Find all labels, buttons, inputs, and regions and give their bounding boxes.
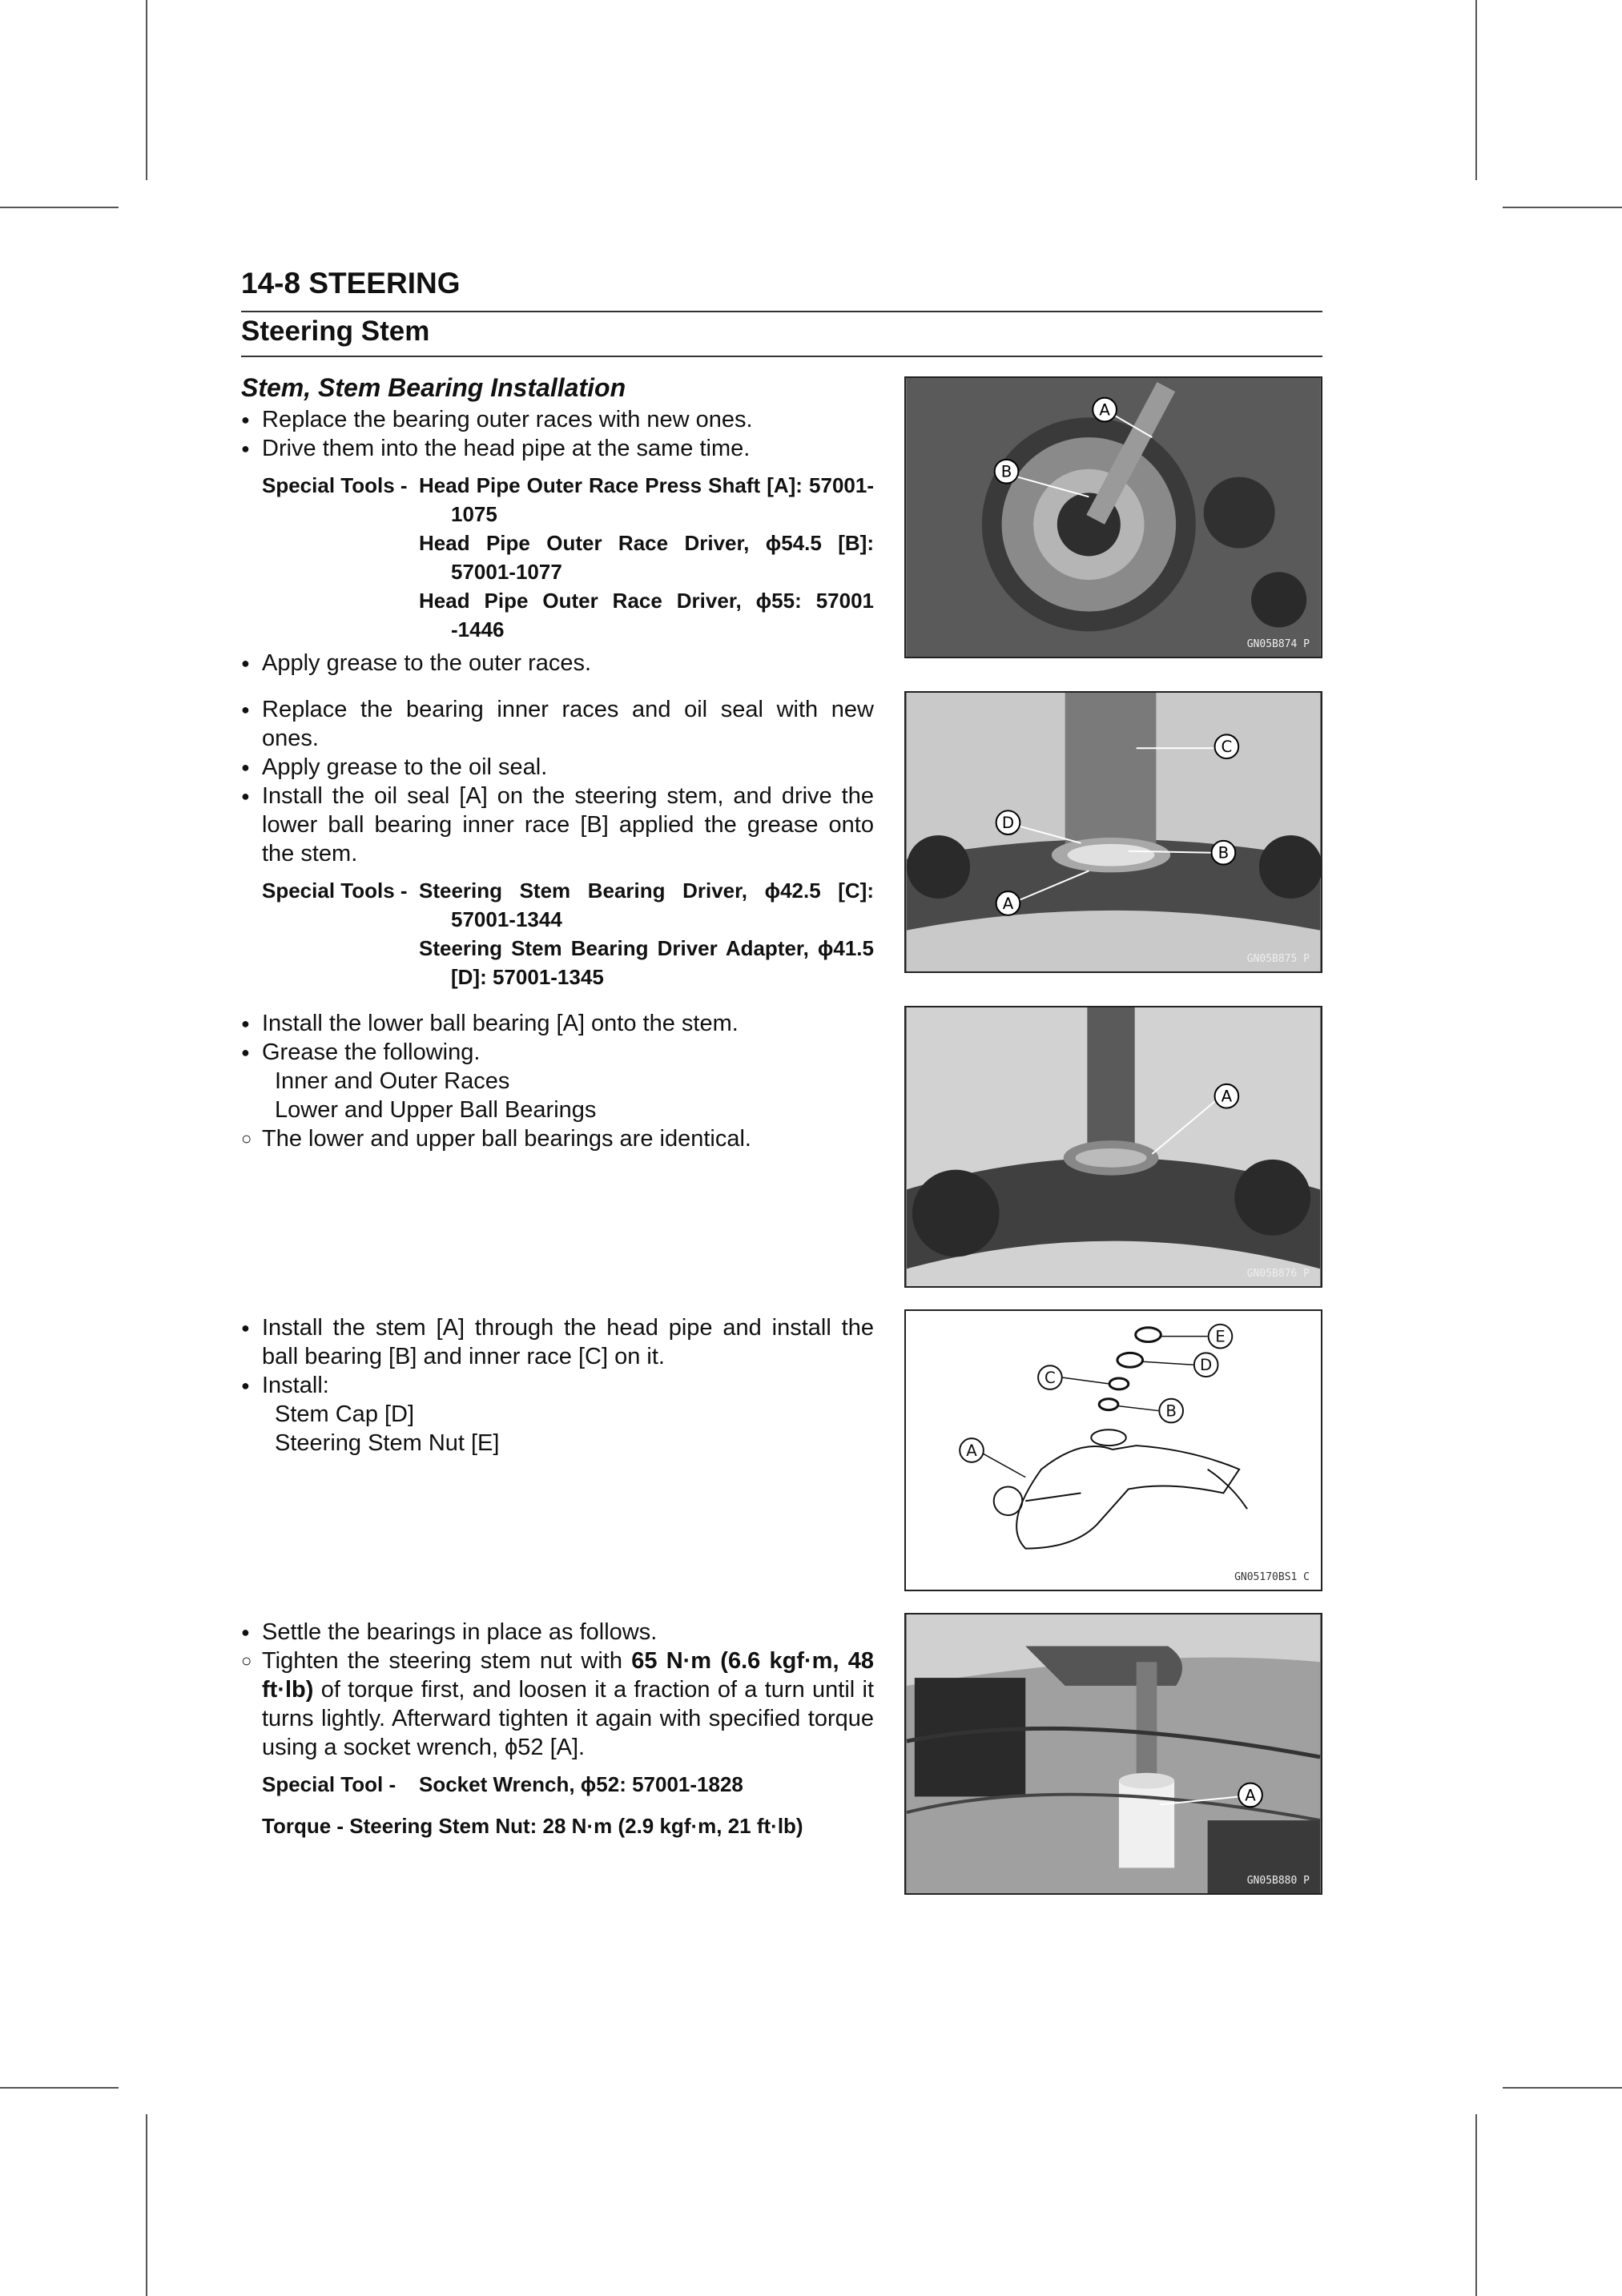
photo-illustration: [906, 693, 1321, 971]
figure-code: GN05B880 P: [1246, 1875, 1310, 1887]
callout-label: C: [1044, 1368, 1056, 1387]
figure-exploded-diagram: [904, 1309, 1322, 1591]
callout-label: D: [1200, 1356, 1213, 1375]
callout-label: D: [1001, 814, 1015, 833]
torque-value: 65 N·m (6.6 kgf·m, 48 ft·lb): [262, 1648, 874, 1703]
tools-label: Special Tool -: [262, 1772, 396, 1796]
figure-socket-wrench-photo: [904, 1613, 1322, 1895]
figure-code: GN05B876 P: [1246, 1268, 1310, 1280]
note-text: Tighten the steering stem nut with: [262, 1648, 632, 1674]
tools-label: Special Tools -: [262, 879, 408, 903]
step-bullet: ● Settle the bearings in place as follows.: [241, 1618, 874, 1647]
callout-label: A: [1221, 1087, 1233, 1106]
crop-mark: [0, 2087, 119, 2089]
block-settle-bearings: [241, 1618, 874, 1840]
list-item: Stem Cap [D]: [275, 1401, 415, 1427]
crop-mark: [146, 0, 147, 180]
note-item: ○ The lower and upper ball bearings are identical.: [241, 1124, 874, 1153]
diagram-illustration: [906, 1311, 1321, 1590]
crop-mark: [1475, 0, 1477, 180]
step-bullet: ● Install the oil seal [A] on the steering stem, and drive the lower ball bearing inner race [B] applied the grease onto the stem.: [241, 782, 874, 868]
special-tools: [262, 876, 874, 991]
list-item: Lower and Upper Ball Bearings: [275, 1097, 597, 1123]
list-item: Steering Stem Nut [E]: [275, 1430, 500, 1456]
step-bullet: ● Apply grease to the outer races.: [241, 649, 874, 678]
header-rule: [241, 311, 1322, 312]
block-inner-races: [241, 695, 874, 991]
block-ball-bearing: [241, 1009, 874, 1153]
callout-label: A: [1002, 894, 1014, 913]
callout-label: B: [1000, 462, 1012, 481]
step-bullet: ● Replace the bearing inner races and oil seal with new ones.: [241, 695, 874, 753]
tools-label: Special Tools -: [262, 473, 408, 497]
step-bullet: ● Install the lower ball bearing [A] onto the stem.: [241, 1009, 874, 1038]
callout-label: E: [1215, 1327, 1226, 1346]
tool-item: Head Pipe Outer Race Driver, ϕ54.5 [B]: 57001-1077: [419, 531, 874, 584]
crop-mark: [1475, 2114, 1477, 2296]
list-item: Inner and Outer Races: [275, 1068, 510, 1094]
note-item: [241, 1647, 874, 1762]
figure-press-shaft-photo: [904, 376, 1322, 658]
photo-illustration: [906, 1614, 1321, 1893]
step-bullet: ● Install:: [241, 1371, 874, 1400]
tool-item: Head Pipe Outer Race Press Shaft [A]: 57001-1075: [419, 473, 874, 526]
section-rule: [241, 356, 1322, 357]
callout-label: A: [1245, 1786, 1256, 1805]
figure-ball-bearing-photo: [904, 1006, 1322, 1288]
special-tools: [262, 1770, 874, 1799]
callout-label: C: [1221, 738, 1233, 757]
tool-item: Steering Stem Bearing Driver, ϕ42.5 [C]: 57001-1344: [419, 879, 874, 931]
crop-mark: [146, 2114, 147, 2296]
subsection-title: Stem, Stem Bearing Installation: [241, 373, 626, 402]
special-tools: [262, 471, 874, 644]
crop-mark: [0, 207, 119, 208]
block-install-stem: [241, 1313, 874, 1458]
photo-illustration: [906, 1007, 1321, 1286]
page-title: 14-8 STEERING: [241, 267, 461, 300]
tool-item: Head Pipe Outer Race Driver, ϕ55: 57001 -1446: [419, 589, 874, 641]
callout-label: B: [1218, 843, 1230, 863]
step-bullet: ● Drive them into the head pipe at the same time.: [241, 434, 874, 463]
figure-code: GN05B874 P: [1246, 638, 1310, 650]
figure-code: GN05B875 P: [1246, 953, 1310, 965]
callout-label: A: [1099, 400, 1110, 420]
crop-mark: [1503, 2087, 1622, 2089]
photo-illustration: [906, 378, 1321, 657]
callout-label: A: [966, 1441, 977, 1460]
note-text: of torque first, and loosen it a fraction of a turn until it turns lightly. Afterward tighten it again with specified torque using a socket wrench, ϕ52 [A].: [262, 1677, 874, 1760]
callout-label: B: [1165, 1401, 1177, 1421]
section-title: Steering Stem: [241, 316, 430, 347]
torque-spec: Torque - Steering Stem Nut: 28 N·m (2.9 kgf·m, 21 ft·lb): [262, 1814, 803, 1838]
tool-item: Socket Wrench, ϕ52: 57001-1828: [419, 1772, 743, 1796]
figure-code: GN05170BS1 C: [1234, 1571, 1310, 1583]
step-bullet: ● Replace the bearing outer races with new ones.: [241, 405, 874, 434]
step-bullet: ● Install the stem [A] through the head pipe and install the ball bearing [B] and inner race [C] on it.: [241, 1313, 874, 1371]
block-outer-races: [241, 373, 874, 678]
step-bullet: ● Apply grease to the oil seal.: [241, 753, 874, 782]
step-bullet: ● Grease the following.: [241, 1038, 874, 1067]
figure-bearing-driver-photo: [904, 691, 1322, 973]
crop-mark: [1503, 207, 1622, 208]
tool-item: Steering Stem Bearing Driver Adapter, ϕ41.5 [D]: 57001-1345: [419, 936, 874, 989]
